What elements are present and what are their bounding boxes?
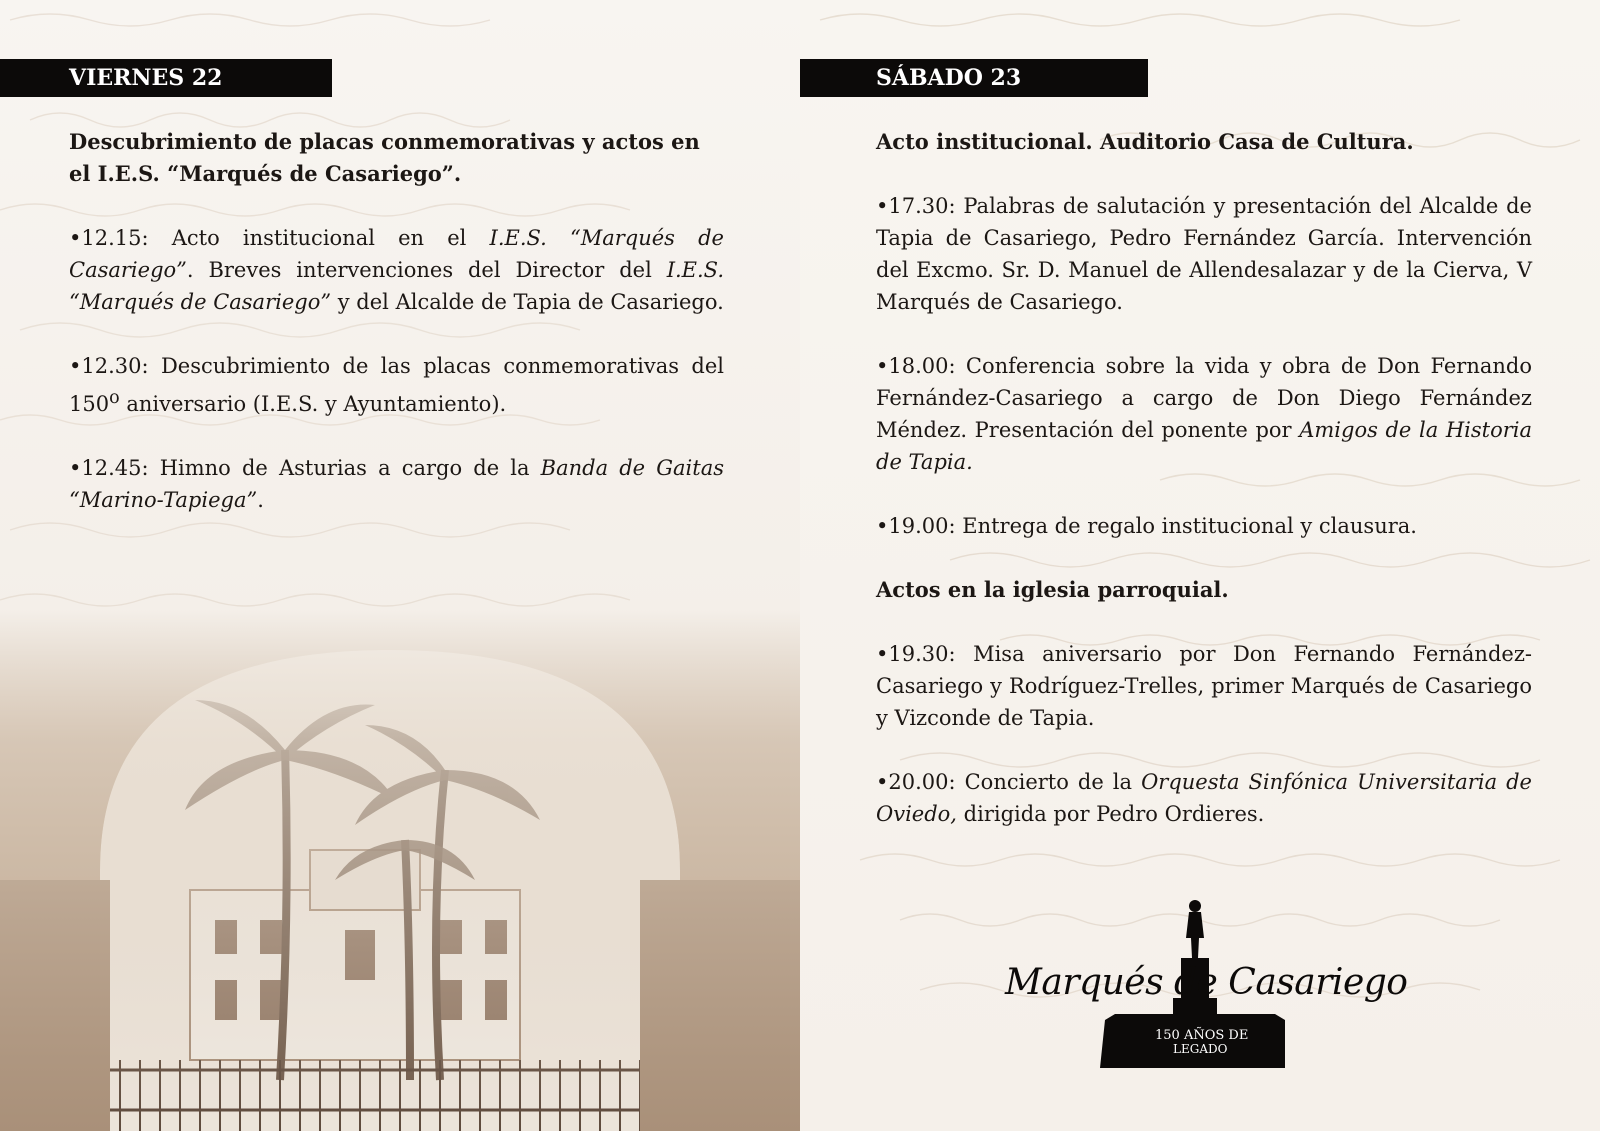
logo-title: Marqués de Casariego (1005, 962, 1408, 1003)
event-logo (1005, 898, 1408, 1068)
item-text: •12.45: Himno de Asturias a cargo de la (69, 456, 541, 480)
item-italic: I.E.S. “Marqués de Casariego” (69, 258, 724, 314)
right-page (800, 0, 1600, 1131)
section-heading (69, 126, 724, 190)
item-text: . (257, 488, 264, 512)
heading-line: el I.E.S. “Marqués de Casariego”. (69, 161, 462, 186)
schedule-item (69, 222, 724, 318)
item-text: •12.30: Descubrimiento de las placas conmemorativas del 150 (69, 354, 724, 416)
saturday-schedule (876, 126, 1532, 862)
schedule-item: •17.30: Palabras de salutación y presentación del Alcalde de Tapia de Casariego, Pedro Fernández García. Intervención del Excmo. Sr. D. Manuel de Allendesalazar y de la Cierva, V Marqués de Casariego. (876, 194, 1532, 314)
day-bar-friday (0, 59, 332, 97)
section-heading: Acto institucional. Auditorio Casa de Cultura. (876, 129, 1414, 154)
schedule-item: •19.00: Entrega de regalo institucional y clausura. (876, 514, 1417, 538)
logo-subtitle: LEGADO (1173, 1042, 1228, 1056)
schedule-item (876, 766, 1532, 830)
item-text: •12.15: Acto institucional en el (69, 226, 490, 250)
item-text: •20.00: Concierto de la (876, 770, 1142, 794)
day-bar-saturday (800, 59, 1148, 97)
friday-schedule (69, 126, 724, 548)
ordinal-sup: o (109, 388, 120, 408)
section-heading: Actos en la iglesia parroquial. (876, 577, 1229, 602)
item-italic: Orquesta Sinfónica Universitaria de Oviedo, (876, 770, 1532, 826)
item-text: •18.00: Conferencia sobre la vida y obra de Don Fernando Fernández-Casariego a cargo de Don Diego Fernández Méndez. Presentación del ponente por (876, 354, 1532, 442)
logo-subtitle: 150 AÑOS DE (1155, 1028, 1249, 1043)
schedule-item: •19.30: Misa aniversario por Don Fernando Fernández-Casariego y Rodríguez-Trelles, primer Marqués de Casariego y Vizconde de Tapia. (876, 642, 1532, 730)
day-label: VIERNES 22 (69, 65, 223, 91)
item-text: aniversario (I.E.S. y Ayuntamiento). (119, 392, 507, 416)
item-text: dirigida por Pedro Ordieres. (957, 802, 1265, 826)
item-italic: Amigos de la Historia de Tapia. (876, 418, 1532, 474)
item-text: y del Alcalde de Tapia de Casariego. (331, 290, 724, 314)
heading-line: Descubrimiento de placas conmemorativas y actos en (69, 129, 700, 154)
schedule-item (69, 452, 724, 516)
item-italic: Banda de Gaitas “Marino-Tapiega” (69, 456, 724, 512)
item-italic: I.E.S. “Marqués de Casariego” (69, 226, 724, 282)
item-text: . Breves intervenciones del Director del (186, 258, 667, 282)
day-label: SÁBADO 23 (876, 65, 1022, 91)
schedule-item (876, 350, 1532, 478)
schedule-item (69, 350, 724, 420)
building-photo (0, 610, 800, 1131)
